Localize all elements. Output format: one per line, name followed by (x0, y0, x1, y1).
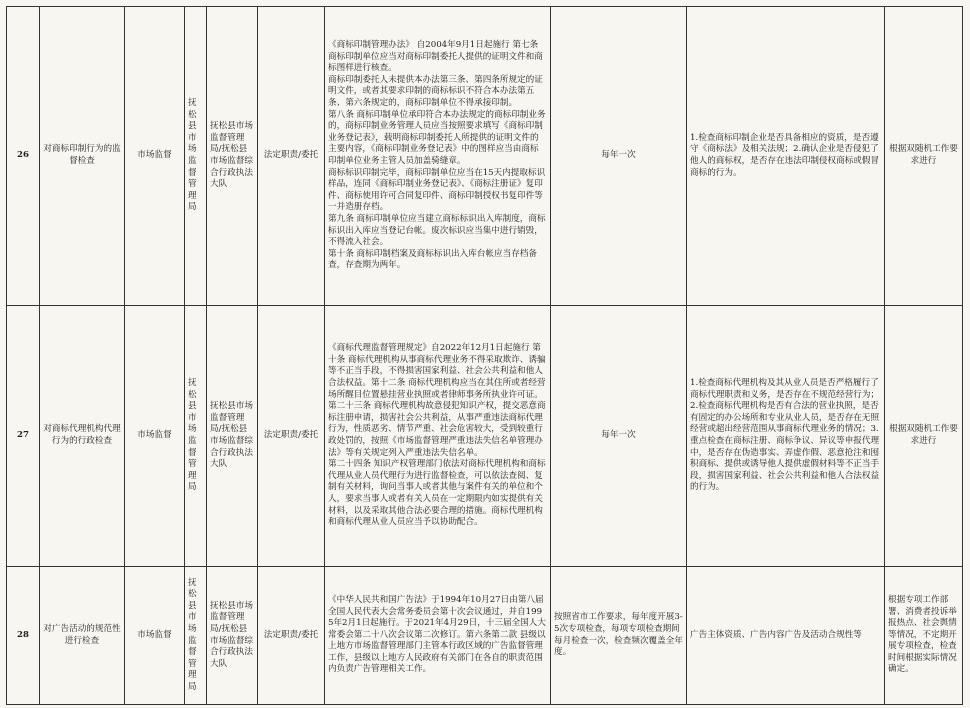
inspection-subject: 抚松县市场监督管理局 (185, 306, 207, 567)
legal-basis-paragraph: 第八条 商标印制单位承印符合本办法规定的商标印制业务的，商标印制业务管理人员应当按照要求填写《商标印制业务登记表》，载明商标印制委托人所提供的证明文件的主要内容，《商标印制业务登记表》中的图样应当由商标印制单位业务主管人员加盖骑缝章。 (328, 109, 546, 166)
inspection-item: 对商标代理机构代理行为的行政检查 (40, 306, 125, 567)
row-number: 28 (7, 567, 40, 705)
legal-basis-paragraph: 第二十三条 商标代理机构故意侵犯知识产权，提交恶意商标注册申请，损害社会公共利益，从事严重违法商标代理行为，性质恶劣、情节严重、社会危害较大，受到较重行政处罚的，按照《市场监督管理严重违法失信名单管理办法》等有关规定列入严重违法失信名单。 (328, 401, 546, 458)
inspection-basis: 根据双随机工作要求进行 (885, 7, 963, 306)
legal-basis-paragraph: 第十条 商标印制档案及商标标识出入库台帐应当存档备查，存查期为两年。 (328, 248, 537, 271)
inspection-item: 对商标印制行为的监督检查 (40, 7, 125, 306)
authority-nature: 法定职责/委托 (258, 567, 325, 705)
legal-basis-paragraph: 《商标代理监督管理规定》自2022年12月1日起施行 第十条 商标代理机构从事商标代理业务不得采取欺诈、诱骗等不正当手段，不得损害国家利益、社会公共利益和他人合法权益。第十二条 商标代理机构应当在其住所或者经营场所醒目位置悬挂营业执照或者律师事务所执业许可证。 (328, 343, 546, 400)
row-number: 27 (7, 306, 40, 567)
inspection-item: 对广告活动的规范性进行检查 (40, 567, 125, 705)
inspection-items-table (6, 6, 963, 705)
authority-nature: 法定职责/委托 (258, 306, 325, 567)
inspection-category: 市场监督 (125, 306, 185, 567)
table-row (7, 306, 963, 567)
legal-basis-paragraph: 商标标识印制完毕，商标印制单位应当在15天内提取标识样品，连同《商标印制业务登记表》、《商标注册证》复印件、商标使用许可合同复印件、商标印制授权书复印件等一并造册存档。 (328, 167, 546, 213)
inspection-subject: 抚松县市场监督管理局 (185, 7, 207, 306)
legal-basis-paragraph: 第九条 商标印制单位应当建立商标标识出入库制度，商标标识出入库应当登记台帐。废次标识应当集中进行销毁，不得流入社会。 (328, 213, 546, 248)
legal-basis (325, 306, 551, 567)
inspection-frequency: 每年一次 (551, 306, 687, 567)
implementing-body: 抚松县市场监督管理局/抚松县市场监督综合行政执法大队 (207, 567, 258, 705)
legal-basis-paragraph: 《商标印制管理办法》 自2004年9月1日起施行 第七条 商标印制单位应当对商标印制委托人提供的证明文件和商标图样进行核查。 (328, 40, 543, 74)
inspection-frequency: 每年一次 (551, 7, 687, 306)
table-row (7, 7, 963, 306)
implementing-body: 抚松县市场监督管理局/抚松县市场监督综合行政执法大队 (207, 7, 258, 306)
authority-nature: 法定职责/委托 (258, 7, 325, 306)
legal-basis (325, 7, 551, 306)
inspection-category: 市场监督 (125, 567, 185, 705)
inspection-content: 1.检查商标印制企业是否具备相应的资质，是否遵守《商标法》及相关法规；2.确认企业是否侵犯了他人的商标权，是否存在违法印制侵权商标或假冒商标的行为。 (687, 7, 885, 306)
row-number: 26 (7, 7, 40, 306)
inspection-content: 广告主体资质、广告内容广告及活动合规性等 (687, 567, 885, 705)
legal-basis-paragraph: 《中华人民共和国广告法》于1994年10月27日由第八届全国人民代表大会常务委员会第十次会议通过，并自1995年2月1日起施行。于2021年4月29日，十三届全国人大常委会第二十八次会议第二次修订。第六条第二款 县级以上地方市场监督管理部门主管本行政区域的广告监督管理工作，县级以上地方人民政府有关部门在各自的职责范围内负责广告管理相关工作。 (328, 594, 546, 675)
table-row (7, 567, 963, 705)
legal-basis (325, 567, 551, 705)
implementing-body: 抚松县市场监督管理局/抚松县市场监督综合行政执法大队 (207, 306, 258, 567)
inspection-frequency: 按照省市工作要求，每年度开展3-5次专项检查，每项专项检查期间每月检查一次，检查频次覆盖全年度。 (551, 567, 687, 705)
inspection-subject: 抚松县市场监督管理局 (185, 567, 207, 705)
inspection-category: 市场监督 (125, 7, 185, 306)
inspection-basis: 根据专项工作部署、消费者投诉举报热点、社会舆情等情况，不定期开展专项检查，检查时间根据实际情况确定。 (885, 567, 963, 705)
legal-basis-paragraph: 商标印制委托人未提供本办法第三条、第四条所规定的证明文件，或者其要求印制的商标标识不符合本办法第五条、第六条规定的，商标印制单位不得承接印制。 (328, 74, 543, 109)
legal-basis-paragraph: 第二十四条 知识产权管理部门依法对商标代理机构和商标代理从业人员代理行为进行监督检查，可以依法查阅、复制有关材料，询问当事人或者其他与案件有关的单位和个人，要求当事人或者有关人员在一定期限内如实提供有关材料，以及采取其他合法必要合理的措施。商标代理机构和商标代理从业人员应当予以协助配合。 (328, 459, 546, 528)
inspection-content: 1.检查商标代理机构及其从业人员是否严格履行了商标代理职责和义务，是否存在不规范经营行为；2.检查商标代理机构是否有合法的营业执照，是否有固定的办公场所和专业从业人员，是否存在无照经营或超出经营范围从事商标代理业务的情况；3.重点检查在商标注册、商标争议、异议等申报代理中，是否存在伪造事实、弄虚作假、恶意抢注和囤积商标、提供或诱导他人提供虚假材料等不正当手段，损害国家利益、社会公共利益和他人合法权益的行为。 (687, 306, 885, 567)
inspection-basis: 根据双随机工作要求进行 (885, 306, 963, 567)
